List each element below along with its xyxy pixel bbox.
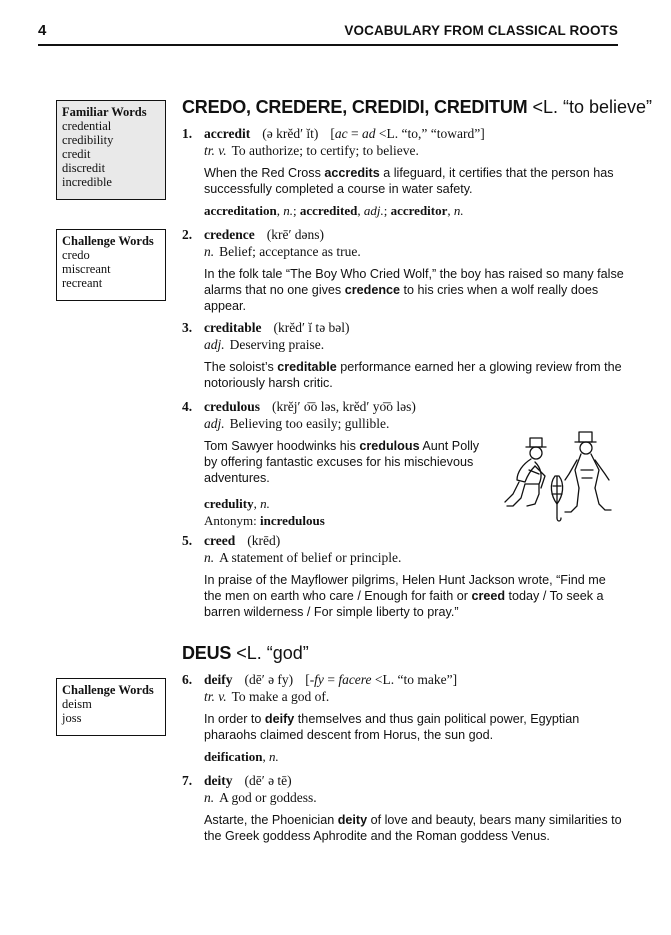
pronunciation: (krĕj′ o͞o ləs, krĕd′ yo͞o ləs) xyxy=(272,399,416,414)
definition: n. Belief; acceptance as true. xyxy=(204,244,361,259)
pronunciation: (krē′ dəns) xyxy=(266,227,325,242)
box-heading: Challenge Words xyxy=(62,683,154,697)
entry-credence xyxy=(182,227,622,314)
familiar-words-box xyxy=(56,100,166,200)
root-heading xyxy=(182,643,309,664)
box-heading: Familiar Words xyxy=(62,105,147,119)
root-etymology: <L. “god” xyxy=(236,643,309,663)
entry-accredit xyxy=(182,126,622,219)
entry-word: accredit xyxy=(204,126,251,141)
box-word: miscreant xyxy=(62,262,111,276)
page-header xyxy=(38,22,618,44)
root-latin: DEUS xyxy=(182,643,232,663)
etymology: [-fy = facere <L. “to make”] xyxy=(305,672,458,687)
pronunciation: (krĕd′ ĭ tə bəl) xyxy=(273,320,350,335)
challenge-words-box xyxy=(56,678,166,736)
entry-deify xyxy=(182,672,622,765)
pronunciation: (dē′ ə tē) xyxy=(244,773,292,788)
example-sentence: In order to deify themselves and thus gain political power, Egyptian pharaohs claimed descent from Horus, the sun god. xyxy=(204,712,580,742)
pronunciation: (krēd) xyxy=(247,533,281,548)
running-title: VOCABULARY FROM CLASSICAL ROOTS xyxy=(344,23,618,38)
example-sentence: When the Red Cross accredits a lifeguard, it certifies that the person has successfully completed a course in water safety. xyxy=(204,166,614,196)
pronunciation: (ə krĕd′ ĭt) xyxy=(262,126,319,141)
page-number: 4 xyxy=(38,22,47,39)
box-word: credential xyxy=(62,119,112,133)
entry-number: 6. xyxy=(182,672,193,687)
box-word: recreant xyxy=(62,276,103,290)
box-word: deism xyxy=(62,697,92,711)
derivatives: credulity, n. xyxy=(204,496,270,511)
box-word: credit xyxy=(62,147,91,161)
box-word: discredit xyxy=(62,161,106,175)
two-gentlemen-in-top-hats-illustration xyxy=(495,430,635,525)
definition: n. A god or goddess. xyxy=(204,790,317,805)
box-word: credo xyxy=(62,248,90,262)
entry-word: creed xyxy=(204,533,236,548)
box-heading: Challenge Words xyxy=(62,234,154,248)
example-sentence: In the folk tale “The Boy Who Cried Wolf,” the boy has raised so many false alarms that no one gives credence to his cries when a wolf really does appear. xyxy=(204,267,624,313)
derivatives: accreditation, n.; accredited, adj.; accreditor, n. xyxy=(204,203,464,218)
definition: adj. Deserving praise. xyxy=(204,337,325,352)
derivatives: deification, n. xyxy=(204,749,279,764)
box-word: incredible xyxy=(62,175,112,189)
pronunciation: (dē′ ə fy) xyxy=(244,672,294,687)
box-word: credibility xyxy=(62,133,114,147)
entry-number: 4. xyxy=(182,399,193,414)
entry-creditable xyxy=(182,320,622,391)
entry-number: 2. xyxy=(182,227,193,242)
entry-word: deify xyxy=(204,672,233,687)
definition: n. A statement of belief or principle. xyxy=(204,550,402,565)
definition: adj. Believing too easily; gullible. xyxy=(204,416,390,431)
definition: tr. v. To make a god of. xyxy=(204,689,330,704)
entry-creed xyxy=(182,533,622,620)
entry-number: 1. xyxy=(182,126,193,141)
root-heading xyxy=(182,97,652,118)
antonym: Antonym: incredulous xyxy=(204,513,325,528)
example-sentence: Astarte, the Phoenician deity of love and beauty, bears many similarities to the Greek goddess Aphrodite and the Roman goddess Venus. xyxy=(204,813,622,843)
root-etymology: <L. “to believe” xyxy=(532,97,653,117)
definition: tr. v. To authorize; to certify; to believe. xyxy=(204,143,419,158)
entry-word: deity xyxy=(204,773,233,788)
entry-word: credulous xyxy=(204,399,261,414)
example-sentence: The soloist’s creditable performance earned her a glowing review from the notoriously harsh critic. xyxy=(204,360,622,390)
entry-deity xyxy=(182,773,622,844)
etymology: [ac = ad <L. “to,” “toward”] xyxy=(330,126,485,141)
entry-number: 7. xyxy=(182,773,193,788)
root-latin: CREDO, CREDERE, CREDIDI, CREDITUM xyxy=(182,97,528,117)
entry-word: creditable xyxy=(204,320,262,335)
challenge-words-box xyxy=(56,229,166,301)
entry-word: credence xyxy=(204,227,255,242)
entry-number: 5. xyxy=(182,533,193,548)
header-rule xyxy=(38,44,618,46)
entry-number: 3. xyxy=(182,320,193,335)
example-sentence: In praise of the Mayflower pilgrims, Helen Hunt Jackson wrote, “Find me the men on earth who care / Enough for faith or creed today / To seek a barren wilderness / For simple liberty to pray.” xyxy=(204,573,606,619)
box-word: joss xyxy=(62,711,82,725)
example-sentence: Tom Sawyer hoodwinks his credulous Aunt Polly by offering fantastic excuses for his mischievous adventures. xyxy=(204,439,480,485)
